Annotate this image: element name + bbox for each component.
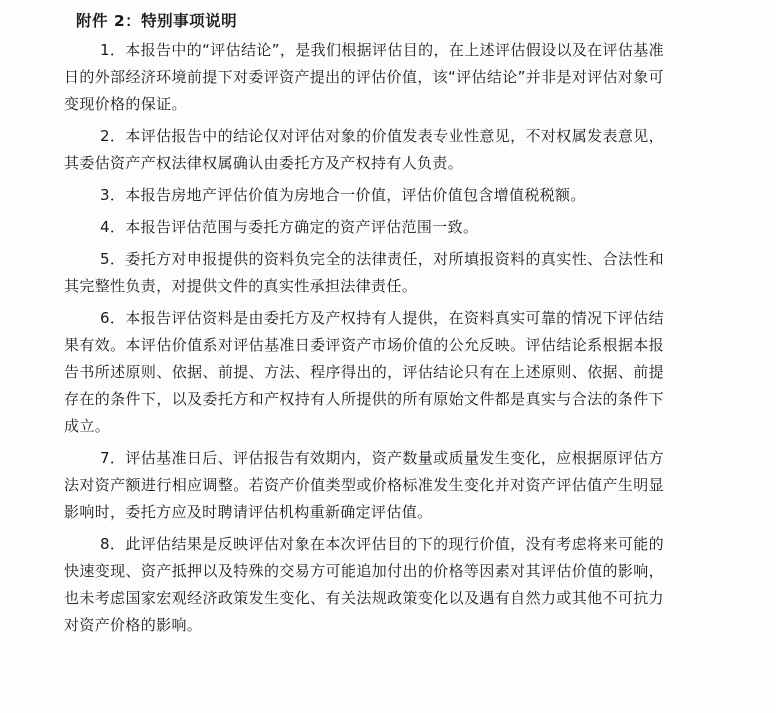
- paragraph-3: 3．本报告房地产评估价值为房地合一价值，评估价值包含增值税税额。: [100, 186, 586, 204]
- paragraph-4: 4．本报告评估范围与委托方确定的资产评估范围一致。: [100, 218, 479, 236]
- paragraph-8: 8．此评估结果是反映评估对象在本次评估目的下的现行价值，没有考虑将来可能的快速变现、资产抵押以及特殊的交易方可能追加付出的价格等因素对其评估价值的影响，也未考虑国家宏观经济政策发生变化、有关法规政策变化以及遇有自然力或其他不可抗力对资产价格的影响。: [64, 535, 664, 634]
- paragraph-6: 6．本报告评估资料是由委托方及产权持有人提供，在资料真实可靠的情况下评估结果有效。本评估价值系对评估基准日委评资产市场价值的公允反映。评估结论系根据本报告书所述原则、依据、前提、方法、程序得出的，评估结论只有在上述原则、依据、前提存在的条件下，以及委托方和产权持有人所提供的所有原始文件都是真实与合法的条件下成立。: [64, 309, 664, 435]
- paragraph-7: 7．评估基准日后、评估报告有效期内，资产数量或质量发生变化，应根据原评估方法对资产额进行相应调整。若资产价值类型或价格标准发生变化并对资产评估值产生明显影响时，委托方应及时聘请评估机构重新确定评估值。: [64, 449, 664, 521]
- paragraph-5: 5．委托方对申报提供的资料负完全的法律责任，对所填报资料的真实性、合法性和其完整性负责，对提供文件的真实性承担法律责任。: [64, 250, 664, 295]
- paragraph-2: 2．本评估报告中的结论仅对评估对象的价值发表专业性意见，不对权属发表意见，其委估资产产权法律权属确认由委托方及产权持有人负责。: [64, 127, 664, 172]
- document-heading: 附件 2：特别事项说明: [76, 12, 238, 30]
- paragraph-1: 1．本报告中的“评估结论”，是我们根据评估目的，在上述评估假设以及在评估基准日的外部经济环境前提下对委评资产提出的评估价值，该“评估结论”并非是对评估对象可变现价格的保证。: [64, 41, 664, 113]
